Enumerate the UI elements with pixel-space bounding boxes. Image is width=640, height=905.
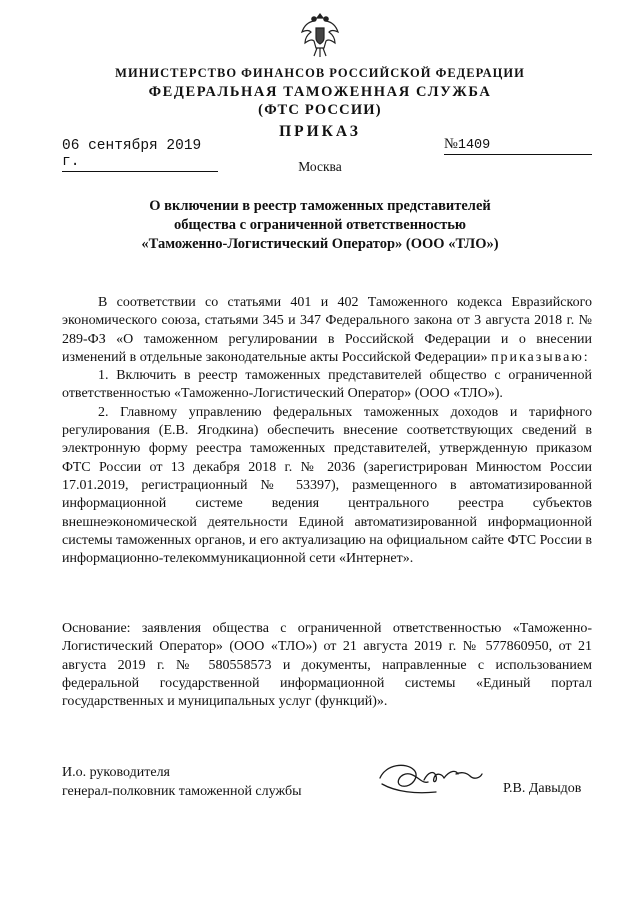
order-word: приказываю: xyxy=(490,349,590,365)
document-type: ПРИКАЗ xyxy=(279,123,361,140)
handwritten-signature xyxy=(376,758,486,800)
number-value: 1409 xyxy=(457,138,491,153)
basis-paragraph: Основание: заявления общества с ограниченной ответственностью «Таможенно-Логистический Оператор» (ООО «ТЛО») от 21 августа 2019 г. № 577860950, от 21 августа 2019 г. № 580558573 и документы, направленные с использованием федеральной государственной информационной системы «Единый портал государственных и муниципальных услуг (функций)». xyxy=(62,621,592,710)
order-body xyxy=(62,294,592,568)
title-line: общества с ограниченной ответственностью xyxy=(174,217,466,233)
preamble-paragraph xyxy=(62,294,592,367)
title-line: О включении в реестр таможенных представителей xyxy=(149,198,491,214)
position-line: генерал-полковник таможенной службы xyxy=(62,784,302,799)
document-number xyxy=(444,136,592,155)
coat-of-arms-emblem-icon xyxy=(298,8,342,60)
signatory-position xyxy=(62,763,301,801)
title-line: «Таможенно-Логистический Оператор» (ООО «ТЛО») xyxy=(141,236,499,252)
service-name: ФЕДЕРАЛЬНАЯ ТАМОЖЕННАЯ СЛУЖБА xyxy=(148,84,492,100)
preamble-text: В соответствии со статьями 401 и 402 Таможенного кодекса Евразийского экономического союза, статьями 345 и 347 Федерального закона от 3 августа 2018 г. № 289-ФЗ «О таможенном регулировании в Российской Федерации и о внесении изменений в отдельные законодательные акты Российской Федерации» xyxy=(62,295,592,365)
service-abbreviation: (ФТС РОССИИ) xyxy=(258,102,382,118)
city: Москва xyxy=(298,159,342,174)
document-date: 06 сентября 2019 г. xyxy=(62,138,218,172)
signatory-name: Р.В. Давыдов xyxy=(503,781,582,796)
number-prefix: № xyxy=(444,136,458,152)
item-2-paragraph: 2. Главному управлению федеральных таможенных доходов и тарифного регулирования (Е.В. Ягодкина) обеспечить внесение соответствующих сведений в электронную форму реестра таможенных представителей, утвержденную приказом ФТС России от 13 декабря 2018 г. № 2036 (зарегистрирован Минюстом России 17.01.2019, регистрационный № 53397), размещенного в автоматизированной информационной системе ведения центрального реестра субъектов внешнеэкономической деятельности Единой автоматизированной информационной системы таможенных органов, и его актуализацию на официальном сайте ФТС России в информационно-телекоммуникационной сети «Интернет». xyxy=(62,404,592,567)
ministry-name: МИНИСТЕРСТВО ФИНАНСОВ РОССИЙСКОЙ ФЕДЕРАЦИИ xyxy=(115,66,525,80)
document-title xyxy=(0,197,640,254)
item-1-paragraph: 1. Включить в реестр таможенных представителей общество с ограниченной ответственностью «Таможенно-Логистический Оператор» (ООО «ТЛО»). xyxy=(62,368,592,402)
basis-block xyxy=(62,620,592,711)
position-line: И.о. руководителя xyxy=(62,765,171,780)
